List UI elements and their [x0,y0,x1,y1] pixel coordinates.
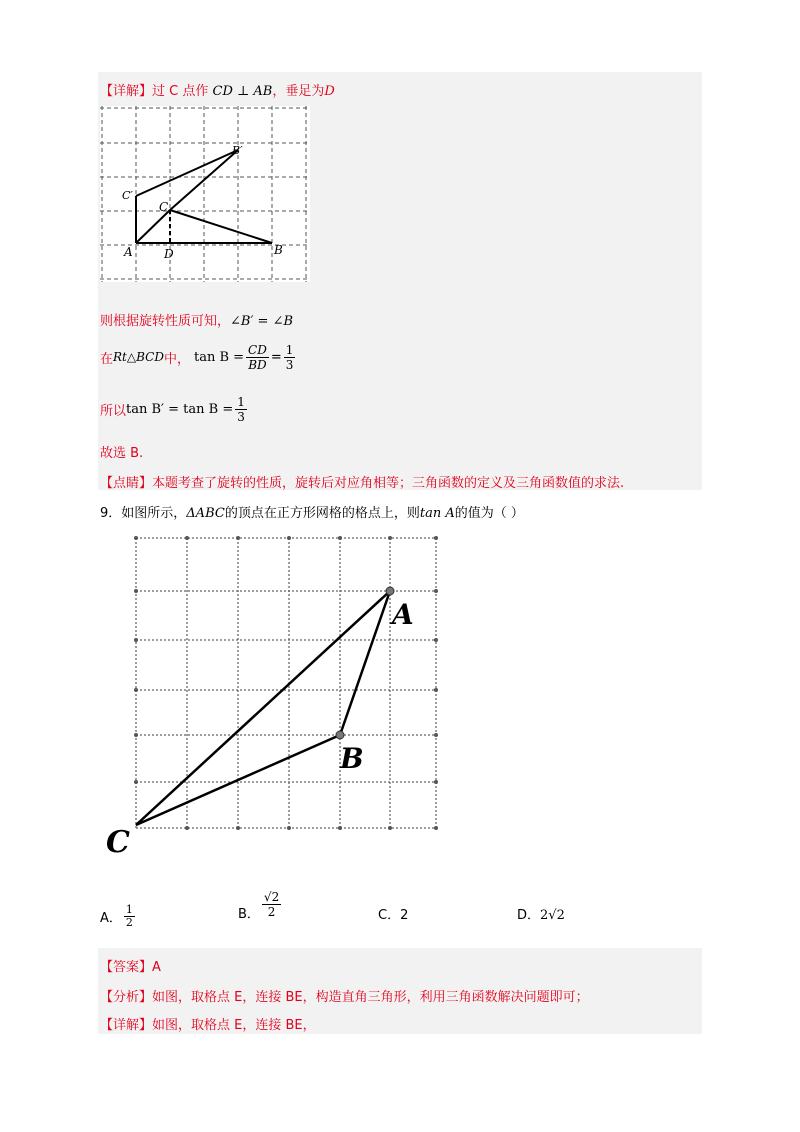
tan-a-expr: tan A [419,506,455,521]
step2-eq: = [270,349,282,365]
question-number: 9． [100,506,122,521]
label-b: B [274,243,283,257]
step3-pre: 所以 [100,403,127,419]
detail2-text: 如图，取格点 E，连接 BE， [152,1018,316,1033]
label-c-prime: C′ [122,189,133,202]
analysis-text: 如图，取格点 E，连接 BE，构造直角三角形，利用三角函数解决问题即可； [152,990,589,1005]
option-d-value: 2√2 [540,908,565,923]
option-d[interactable] [517,904,565,923]
question-text-3: 的值为（ ） [454,506,524,521]
comment-line [100,472,624,491]
step1-text: 则根据旋转性质可知， [100,314,231,329]
label-b-prime: B′ [232,144,243,157]
detail-line-1 [100,80,335,99]
fraction-one-third-2: $\frac{1}{3}$ [237,394,245,424]
question-text-2: 的顶点在正方形网格的格点上，则 [224,506,420,521]
option-c[interactable] [378,904,408,923]
step-line-2 [100,340,297,374]
foot-label: D [324,84,335,99]
question-9 [100,502,524,521]
option-c-value: 2 [400,908,409,923]
step2-lhs: tan B = [193,349,245,365]
triangle-grid-figure [100,530,450,860]
comment-tag: 【点睛】 [100,476,153,491]
answer-line [100,956,161,975]
option-b-fraction: $\frac{√2}{2}$ [263,889,280,919]
vertex-c-label: C [106,825,130,860]
step2-pre: 在 [100,351,114,367]
option-b[interactable] [238,884,283,924]
detail2-tag: 【详解】 [100,1018,153,1033]
answer-tag: 【答案】 [100,960,153,975]
option-a-fraction: $\frac{1}{2}$ [125,903,133,929]
detail-text-2: ，垂足为 [272,84,325,99]
step2-mid: 中， [163,351,190,367]
detail-tag: 【详解】 [100,84,153,99]
comment-text: 本题考查了旋转的性质，旋转后对应角相等；三角函数的定义及三角函数值的求法. [152,476,625,491]
analysis-line [100,986,589,1005]
perpendicular-expr: CD ⊥ AB [212,84,273,99]
rotation-figure [100,106,310,282]
step1-expr: ∠B′ = ∠B [230,314,294,329]
option-a-label: A． [100,911,122,926]
option-a[interactable] [100,904,137,929]
step3-lhs: tan B′ = tan B = [126,401,234,417]
label-a: A [124,245,133,259]
option-b-label: B． [238,906,260,922]
detail-line-2 [100,1014,316,1033]
label-d: D [164,247,174,261]
step2-tri: Rt△BCD [113,350,164,364]
triangle-name: ΔABC [186,506,225,521]
choose-answer: 故选 B. [100,446,144,461]
vertex-a-label: A [392,598,414,631]
vertex-b-label: B [340,742,364,775]
fraction-cd-bd: $\frac{CD}{BD}$ [248,342,267,372]
fraction-one-third: $\frac{1}{3}$ [285,342,294,372]
analysis-tag: 【分析】 [100,990,153,1005]
option-c-label: C． [378,908,401,923]
label-c: C [159,200,169,214]
question-text-1: 如图所示， [121,506,187,521]
answer-value: A [152,960,161,975]
step-line-3 [100,392,249,426]
option-d-label: D． [517,908,541,923]
detail-text-1: 过 C 点作 [152,84,209,99]
step-line-1 [100,310,293,329]
